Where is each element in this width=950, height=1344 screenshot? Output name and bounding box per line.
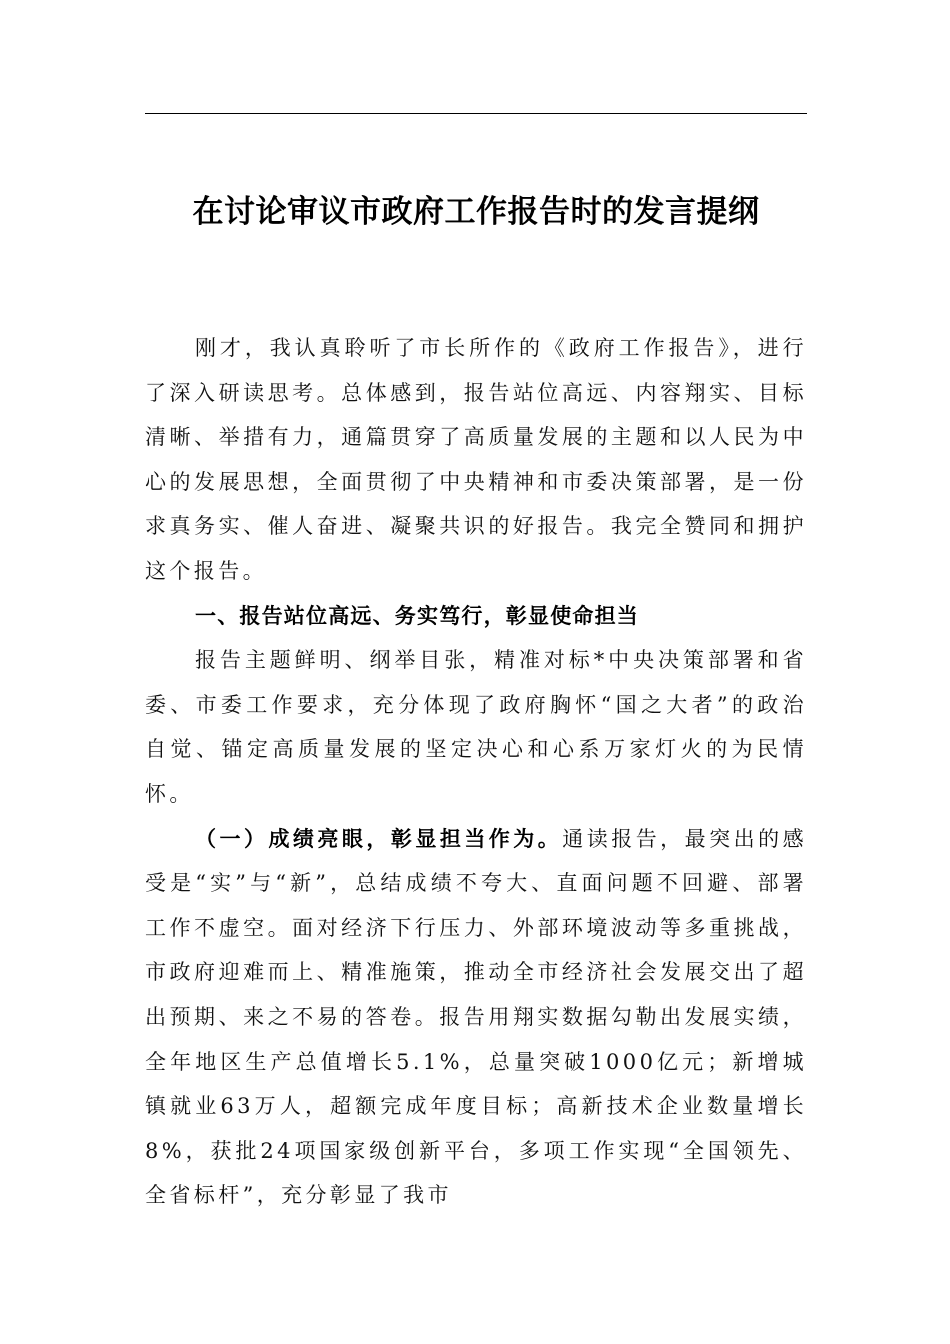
section-heading-1: 一、报告站位高远、务实笃行，彰显使命担当	[195, 603, 639, 628]
header-rule	[145, 113, 807, 114]
document-title: 在讨论审议市政府工作报告时的发言提纲	[192, 194, 760, 230]
subsection-heading-1: （一）成绩亮眼，彰显担当作为。	[195, 825, 563, 851]
document-body	[145, 326, 807, 1218]
subsection-1-paragraph	[145, 817, 807, 1218]
section-1-paragraph: 报告主题鲜明、纲举目张，精准对标*中央决策部署和省委、市委工作要求，充分体现了政府胸怀“国之大者”的政治自觉、锚定高质量发展的坚定决心和心系万家灯火的为民情怀。	[145, 648, 807, 806]
intro-paragraph: 刚才，我认真聆听了市长所作的《政府工作报告》，进行了深入研读思考。总体感到，报告站位高远、内容翔实、目标清晰、举措有力，通篇贯穿了高质量发展的主题和以人民为中心的发展思想，全面贯彻了中央精神和市委决策部署，是一份求真务实、催人奋进、凝聚共识的好报告。我完全赞同和拥护这个报告。	[145, 336, 807, 583]
subsection-1-body: 通读报告，最突出的感受是“实”与“新”，总结成绩不夸大、直面问题不回避、部署工作不虚空。面对经济下行压力、外部环境波动等多重挑战，市政府迎难而上、精准施策，推动全市经济社会发展交出了超出预期、来之不易的答卷。报告用翔实数据勾勒出发展实绩，全年地区生产总值增长5.1%，总量突破1000亿元；新增城镇就业63万人，超额完成年度目标；高新技术企业数量增长8%，获批24项国家级创新平台，多项工作实现“全国领先、全省标杆”，充分彰显了我市	[145, 826, 807, 1208]
